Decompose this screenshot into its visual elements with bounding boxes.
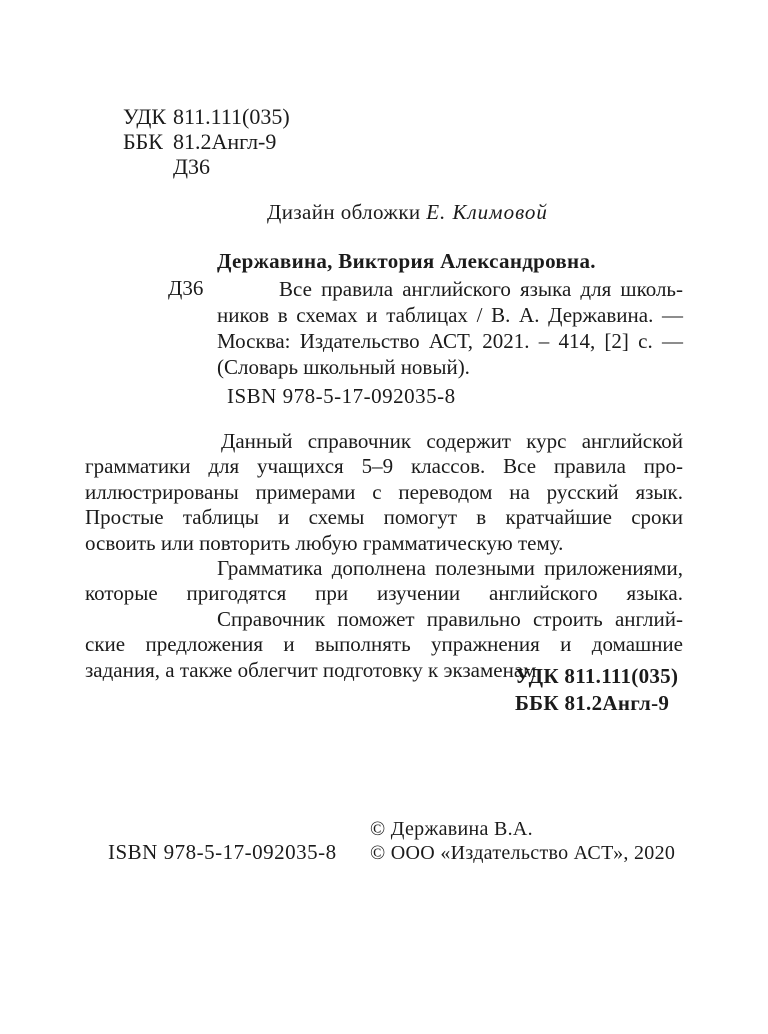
design-credit-label: Дизайн обложки — [267, 200, 421, 224]
isbn-footer: ISBN 978-5-17-092035-8 — [108, 840, 337, 864]
annotation-line: иллюстрированы примерами с переводом на русский язык. — [85, 479, 683, 504]
annotation-line: которые пригодятся при изучении английского языка. — [85, 581, 683, 606]
copyright-block — [370, 818, 675, 865]
cover-design-credit — [267, 200, 548, 225]
catalog-entry-line: Все правила английского языка для школь- — [279, 277, 683, 301]
catalog-entry-line: ников в схемах и таблицах / В. А. Державина. — — [217, 303, 683, 327]
udc-row — [123, 104, 290, 129]
catalog-entry-line: Москва: Издательство АСТ, 2021. – 414, [2] с. — — [217, 329, 683, 353]
catalog-entry-text — [217, 276, 683, 380]
annotation-line: задания, а также облегчит подготовку к экзаменам. — [85, 657, 542, 682]
annotation-line: Грамматика дополнена полезными приложениями, — [217, 556, 683, 581]
udc-value: 811.111(035) — [173, 104, 290, 129]
isbn-middle: ISBN 978-5-17-092035-8 — [227, 384, 456, 408]
annotation-text — [85, 429, 683, 683]
bbk-row — [123, 129, 290, 154]
bbk-bottom: ББК 81.2Англ-9 — [515, 691, 670, 715]
annotation-line: Простые таблицы и схемы помогут в кратчайшие сроки — [85, 505, 683, 530]
bbk-label: ББК — [123, 129, 163, 154]
udc-bottom: УДК 811.111(035) — [515, 664, 679, 688]
catalog-author-line: Державина, Виктория Александровна. — [217, 249, 596, 273]
cataloguing-codes-top — [123, 104, 290, 179]
cataloguing-codes-bottom — [515, 663, 678, 717]
annotation-line: грамматики для учащихся 5–9 классов. Все правила про- — [85, 454, 683, 479]
annotation-line: Данный справочник содержит курс английской — [221, 429, 683, 453]
udc-label: УДК — [123, 104, 167, 129]
author-sign-label — [123, 154, 173, 179]
design-credit-name: Е. Климовой — [426, 200, 548, 224]
copyright-publisher: © ООО «Издательство АСТ», 2020 — [370, 841, 676, 864]
catalog-entry-line: (Словарь школьный новый). — [217, 355, 470, 379]
annotation-line: освоить или повторить любую грамматическую тему. — [85, 530, 564, 555]
author-sign-value: Д36 — [173, 154, 211, 179]
copyright-author: © Державина В.А. — [370, 818, 533, 840]
annotation-line: ские предложения и выполнять упражнения и домашние — [85, 632, 683, 657]
bbk-value: 81.2Англ-9 — [173, 129, 277, 154]
catalog-entry-code: Д36 — [168, 276, 204, 300]
author-sign-row — [123, 154, 290, 179]
annotation-line: Справочник поможет правильно строить англий- — [217, 606, 683, 631]
